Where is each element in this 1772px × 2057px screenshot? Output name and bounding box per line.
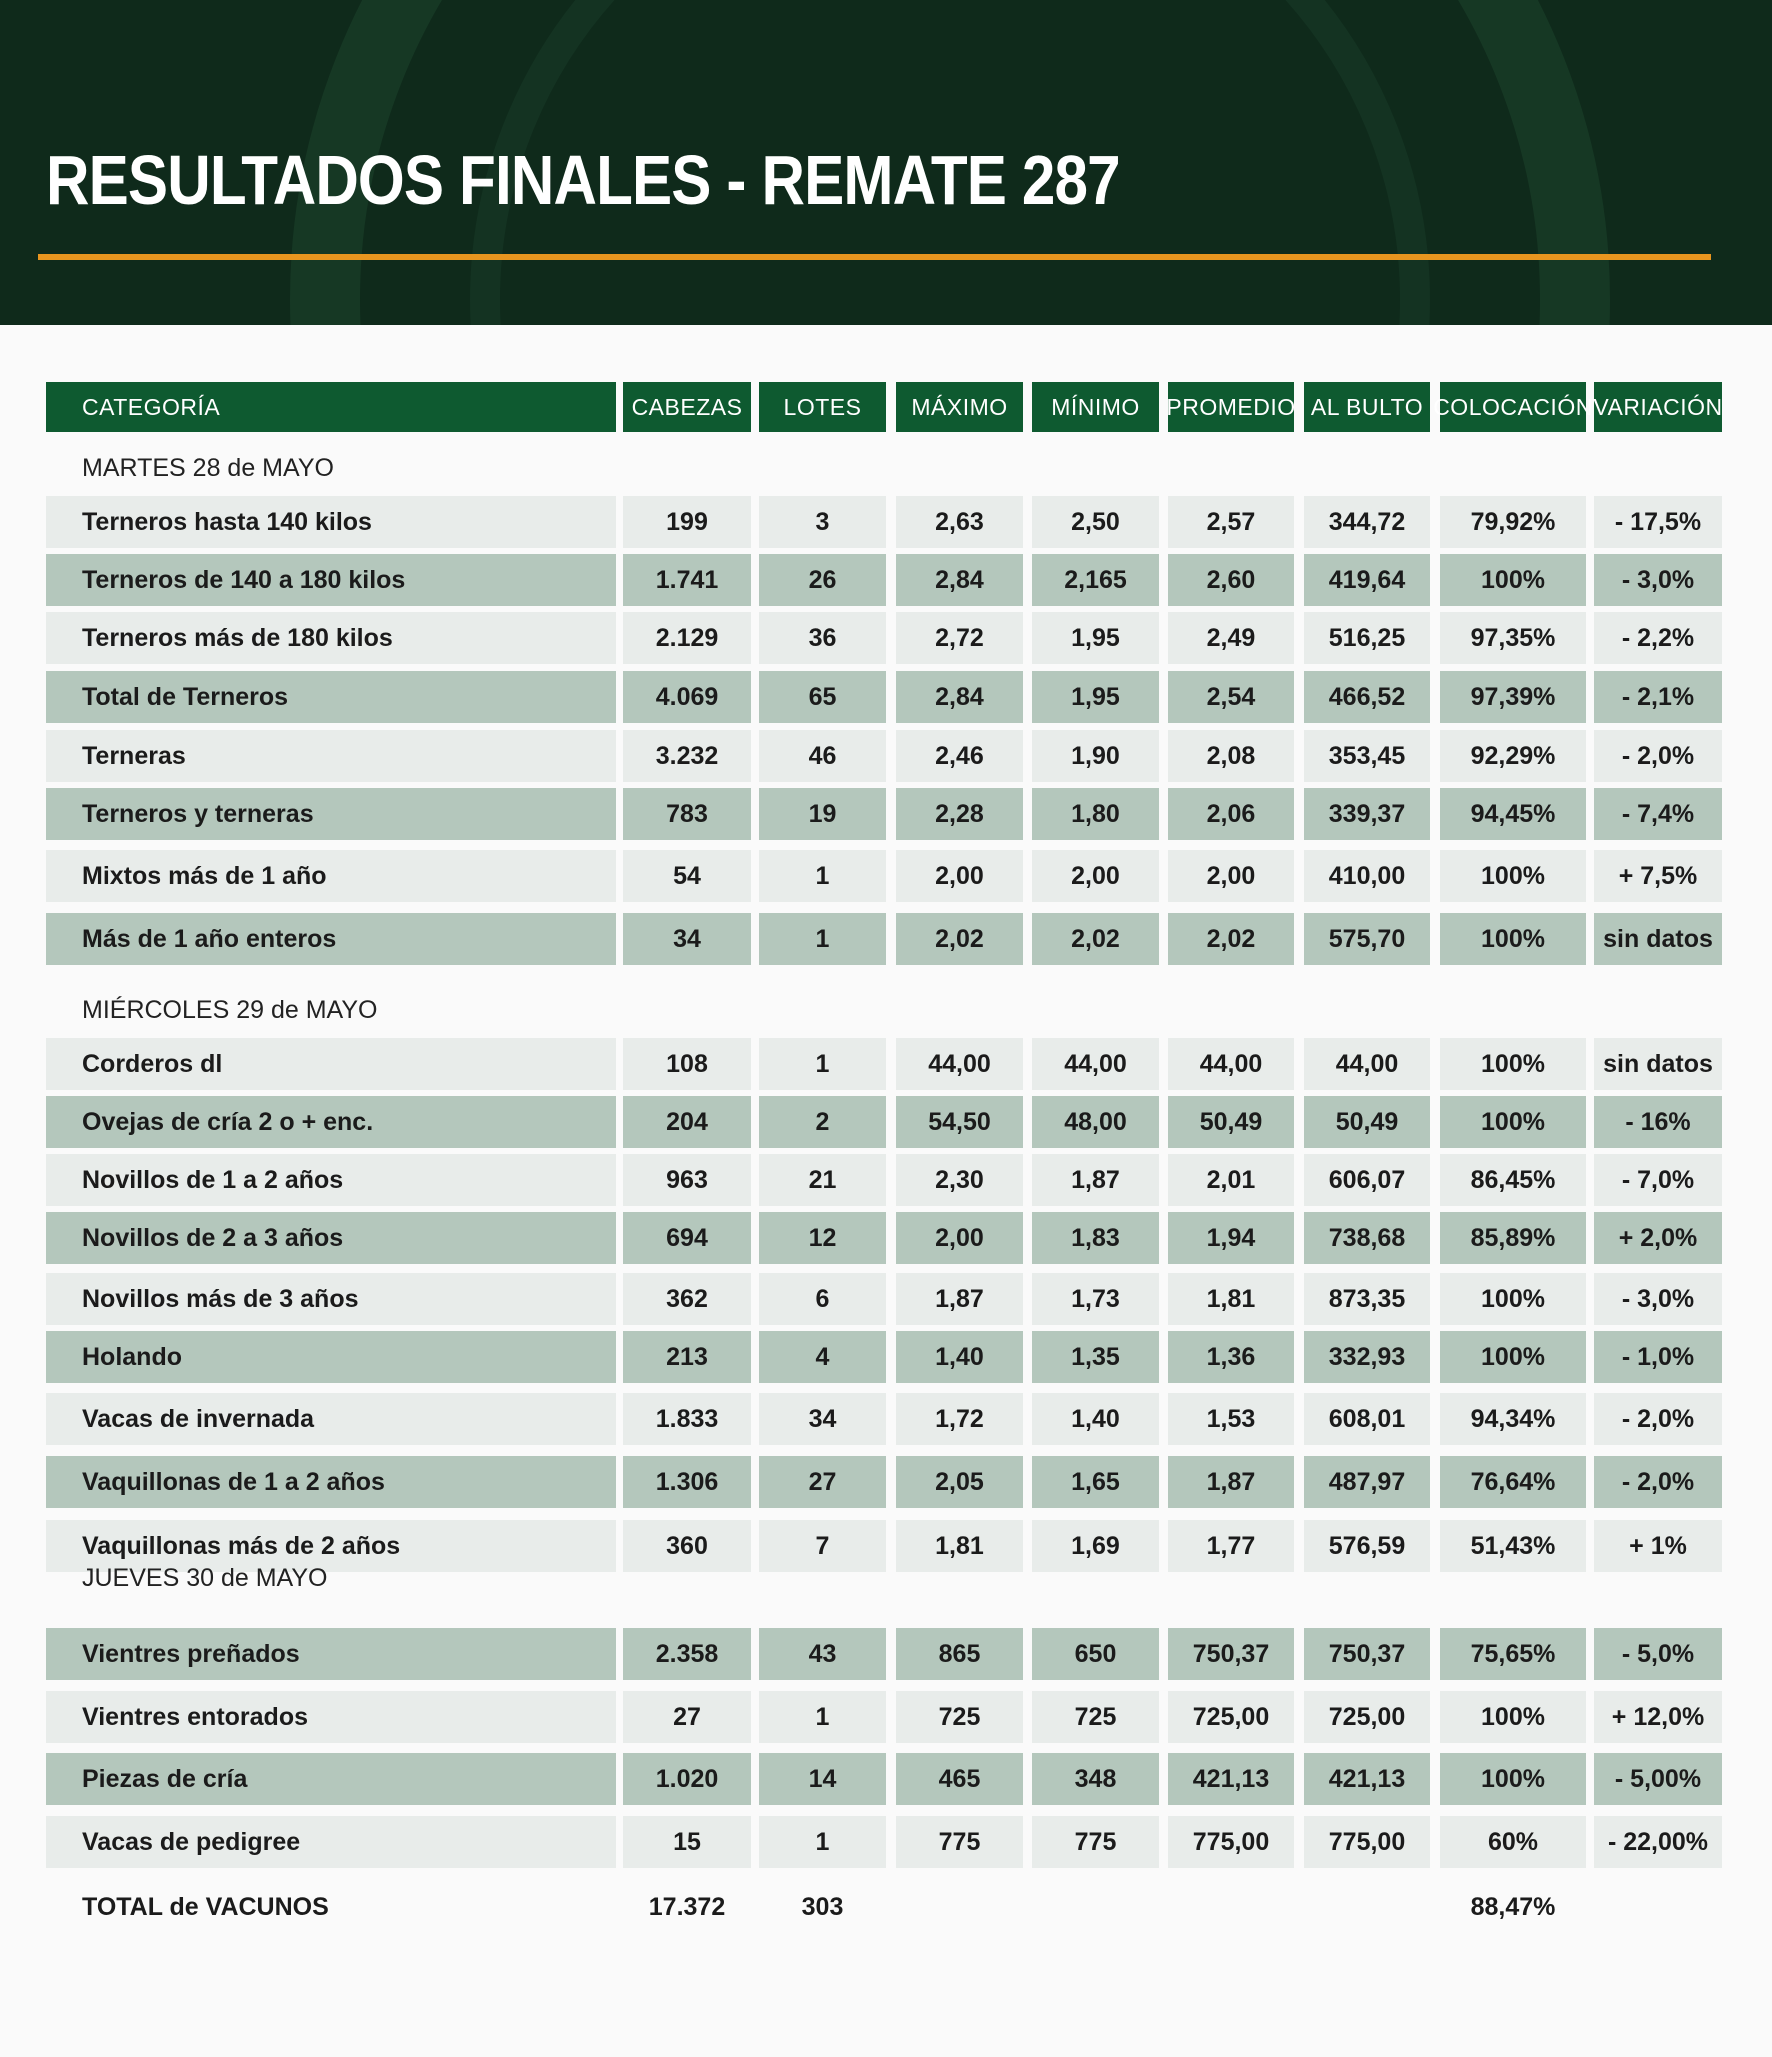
al-bulto-cell: 487,97	[1304, 1456, 1430, 1508]
total-label: TOTAL de VACUNOS	[82, 1892, 329, 1921]
minimo-cell: 1,83	[1032, 1212, 1159, 1264]
colocacion-cell: 100%	[1440, 1753, 1586, 1805]
variacion-cell: + 2,0%	[1594, 1212, 1722, 1264]
minimo-cell: 1,69	[1032, 1520, 1159, 1572]
categoria-cell: Más de 1 año enteros	[46, 913, 616, 965]
minimo-cell: 725	[1032, 1691, 1159, 1743]
al-bulto-cell: 738,68	[1304, 1212, 1430, 1264]
lotes-cell: 1	[759, 1691, 886, 1743]
table-row	[46, 1753, 1722, 1805]
total-row	[46, 1882, 1722, 1932]
table-row	[46, 554, 1722, 606]
table-row	[46, 730, 1722, 782]
categoria-cell: Total de Terneros	[46, 671, 616, 723]
al-bulto-cell: 421,13	[1304, 1753, 1430, 1805]
cabezas-cell: 34	[623, 913, 751, 965]
promedio-cell: 1,36	[1168, 1331, 1294, 1383]
promedio-cell: 750,37	[1168, 1628, 1294, 1680]
table-row	[46, 788, 1722, 840]
categoria-cell: Vientres preñados	[46, 1628, 616, 1680]
colocacion-cell: 97,35%	[1440, 612, 1586, 664]
lotes-cell: 6	[759, 1273, 886, 1325]
colocacion-cell: 100%	[1440, 1096, 1586, 1148]
cabezas-cell: 362	[623, 1273, 751, 1325]
al-bulto-cell: 466,52	[1304, 671, 1430, 723]
promedio-cell: 2,06	[1168, 788, 1294, 840]
variacion-cell: - 3,0%	[1594, 1273, 1722, 1325]
colocacion-cell: 86,45%	[1440, 1154, 1586, 1206]
lotes-cell: 46	[759, 730, 886, 782]
promedio-cell: 2,01	[1168, 1154, 1294, 1206]
cabezas-cell: 1.020	[623, 1753, 751, 1805]
total-lotes: 303	[801, 1892, 844, 1921]
minimo-cell: 2,00	[1032, 850, 1159, 902]
lotes-cell: 27	[759, 1456, 886, 1508]
al-bulto-cell: 339,37	[1304, 788, 1430, 840]
variacion-cell: - 2,2%	[1594, 612, 1722, 664]
colocacion-cell: 79,92%	[1440, 496, 1586, 548]
maximo-cell: 1,87	[896, 1273, 1023, 1325]
variacion-cell: - 7,0%	[1594, 1154, 1722, 1206]
table-row	[46, 1212, 1722, 1264]
promedio-cell: 1,81	[1168, 1273, 1294, 1325]
maximo-cell: 725	[896, 1691, 1023, 1743]
column-header-al-bulto: AL BULTO	[1304, 382, 1430, 432]
promedio-cell: 2,60	[1168, 554, 1294, 606]
al-bulto-cell: 575,70	[1304, 913, 1430, 965]
variacion-cell: - 5,00%	[1594, 1753, 1722, 1805]
minimo-cell: 348	[1032, 1753, 1159, 1805]
cabezas-cell: 783	[623, 788, 751, 840]
cabezas-cell: 2.129	[623, 612, 751, 664]
promedio-cell: 725,00	[1168, 1691, 1294, 1743]
variacion-cell: - 2,1%	[1594, 671, 1722, 723]
lotes-cell: 3	[759, 496, 886, 548]
variacion-cell: - 2,0%	[1594, 1393, 1722, 1445]
lotes-cell: 21	[759, 1154, 886, 1206]
colocacion-cell: 100%	[1440, 913, 1586, 965]
cabezas-cell: 27	[623, 1691, 751, 1743]
column-header-promedio: PROMEDIO	[1168, 382, 1294, 432]
minimo-cell: 1,90	[1032, 730, 1159, 782]
categoria-cell: Vacas de pedigree	[46, 1816, 616, 1868]
categoria-cell: Vaquillonas más de 2 años	[46, 1520, 616, 1572]
table-row	[46, 1273, 1722, 1325]
al-bulto-cell: 873,35	[1304, 1273, 1430, 1325]
table-row	[46, 671, 1722, 723]
minimo-cell: 1,95	[1032, 612, 1159, 664]
maximo-cell: 865	[896, 1628, 1023, 1680]
cabezas-cell: 1.306	[623, 1456, 751, 1508]
colocacion-cell: 97,39%	[1440, 671, 1586, 723]
table-row	[46, 1393, 1722, 1445]
variacion-cell: + 12,0%	[1594, 1691, 1722, 1743]
table-row	[46, 1628, 1722, 1680]
colocacion-cell: 100%	[1440, 554, 1586, 606]
lotes-cell: 7	[759, 1520, 886, 1572]
lotes-cell: 19	[759, 788, 886, 840]
categoria-cell: Terneros y terneras	[46, 788, 616, 840]
variacion-cell: - 17,5%	[1594, 496, 1722, 548]
cabezas-cell: 4.069	[623, 671, 751, 723]
colocacion-cell: 100%	[1440, 1331, 1586, 1383]
maximo-cell: 2,63	[896, 496, 1023, 548]
variacion-cell: - 22,00%	[1594, 1816, 1722, 1868]
table-row	[46, 1331, 1722, 1383]
lotes-cell: 1	[759, 1816, 886, 1868]
maximo-cell: 2,46	[896, 730, 1023, 782]
categoria-cell: Holando	[46, 1331, 616, 1383]
categoria-cell: Vientres entorados	[46, 1691, 616, 1743]
cabezas-cell: 54	[623, 850, 751, 902]
table-row	[46, 1691, 1722, 1743]
table-row	[46, 1154, 1722, 1206]
colocacion-cell: 85,89%	[1440, 1212, 1586, 1264]
variacion-cell: - 2,0%	[1594, 730, 1722, 782]
cabezas-cell: 204	[623, 1096, 751, 1148]
maximo-cell: 1,40	[896, 1331, 1023, 1383]
table-row	[46, 1096, 1722, 1148]
maximo-cell: 2,72	[896, 612, 1023, 664]
minimo-cell: 1,65	[1032, 1456, 1159, 1508]
categoria-cell: Terneras	[46, 730, 616, 782]
lotes-cell: 1	[759, 913, 886, 965]
colocacion-cell: 60%	[1440, 1816, 1586, 1868]
maximo-cell: 44,00	[896, 1038, 1023, 1090]
minimo-cell: 1,87	[1032, 1154, 1159, 1206]
variacion-cell: + 1%	[1594, 1520, 1722, 1572]
colocacion-cell: 100%	[1440, 1038, 1586, 1090]
categoria-cell: Ovejas de cría 2 o + enc.	[46, 1096, 616, 1148]
promedio-cell: 2,49	[1168, 612, 1294, 664]
variacion-cell: - 16%	[1594, 1096, 1722, 1148]
promedio-cell: 2,02	[1168, 913, 1294, 965]
al-bulto-cell: 410,00	[1304, 850, 1430, 902]
minimo-cell: 1,73	[1032, 1273, 1159, 1325]
maximo-cell: 775	[896, 1816, 1023, 1868]
lotes-cell: 36	[759, 612, 886, 664]
column-header-colocacion: COLOCACIÓN	[1440, 382, 1586, 432]
promedio-cell: 2,57	[1168, 496, 1294, 548]
cabezas-cell: 1.741	[623, 554, 751, 606]
promedio-cell: 775,00	[1168, 1816, 1294, 1868]
table-row	[46, 496, 1722, 548]
variacion-cell: sin datos	[1594, 913, 1722, 965]
promedio-cell: 1,77	[1168, 1520, 1294, 1572]
colocacion-cell: 100%	[1440, 1273, 1586, 1325]
variacion-cell: - 3,0%	[1594, 554, 1722, 606]
promedio-cell: 1,94	[1168, 1212, 1294, 1264]
lotes-cell: 26	[759, 554, 886, 606]
cabezas-cell: 963	[623, 1154, 751, 1206]
lotes-cell: 1	[759, 850, 886, 902]
categoria-cell: Vaquillonas de 1 a 2 años	[46, 1456, 616, 1508]
total-cabezas: 17.372	[648, 1892, 726, 1921]
colocacion-cell: 75,65%	[1440, 1628, 1586, 1680]
promedio-cell: 50,49	[1168, 1096, 1294, 1148]
page-header	[0, 0, 1772, 325]
promedio-cell: 1,53	[1168, 1393, 1294, 1445]
table-row	[46, 1816, 1722, 1868]
colocacion-cell: 94,34%	[1440, 1393, 1586, 1445]
categoria-cell: Piezas de cría	[46, 1753, 616, 1805]
al-bulto-cell: 50,49	[1304, 1096, 1430, 1148]
maximo-cell: 2,00	[896, 850, 1023, 902]
cabezas-cell: 360	[623, 1520, 751, 1572]
minimo-cell: 2,02	[1032, 913, 1159, 965]
al-bulto-cell: 725,00	[1304, 1691, 1430, 1743]
maximo-cell: 2,28	[896, 788, 1023, 840]
categoria-cell: Vacas de invernada	[46, 1393, 616, 1445]
cabezas-cell: 694	[623, 1212, 751, 1264]
column-header-maximo: MÁXIMO	[896, 382, 1023, 432]
maximo-cell: 2,84	[896, 671, 1023, 723]
cabezas-cell: 3.232	[623, 730, 751, 782]
column-header-cabezas: CABEZAS	[623, 382, 751, 432]
table-header-row	[46, 382, 1722, 432]
al-bulto-cell: 750,37	[1304, 1628, 1430, 1680]
page-title: RESULTADOS FINALES - REMATE 287	[46, 141, 1120, 219]
variacion-cell: - 5,0%	[1594, 1628, 1722, 1680]
minimo-cell: 1,95	[1032, 671, 1159, 723]
table-row	[46, 1038, 1722, 1090]
maximo-cell: 2,00	[896, 1212, 1023, 1264]
maximo-cell: 2,02	[896, 913, 1023, 965]
categoria-cell: Mixtos más de 1 año	[46, 850, 616, 902]
column-header-lotes: LOTES	[759, 382, 886, 432]
promedio-cell: 2,00	[1168, 850, 1294, 902]
al-bulto-cell: 775,00	[1304, 1816, 1430, 1868]
variacion-cell: - 7,4%	[1594, 788, 1722, 840]
minimo-cell: 44,00	[1032, 1038, 1159, 1090]
promedio-cell: 2,54	[1168, 671, 1294, 723]
lotes-cell: 2	[759, 1096, 886, 1148]
maximo-cell: 1,81	[896, 1520, 1023, 1572]
categoria-cell: Terneros hasta 140 kilos	[46, 496, 616, 548]
al-bulto-cell: 419,64	[1304, 554, 1430, 606]
colocacion-cell: 51,43%	[1440, 1520, 1586, 1572]
colocacion-cell: 100%	[1440, 850, 1586, 902]
lotes-cell: 14	[759, 1753, 886, 1805]
section-date-label: JUEVES 30 de MAYO	[82, 1563, 328, 1592]
maximo-cell: 465	[896, 1753, 1023, 1805]
variacion-cell: - 2,0%	[1594, 1456, 1722, 1508]
al-bulto-cell: 344,72	[1304, 496, 1430, 548]
al-bulto-cell: 576,59	[1304, 1520, 1430, 1572]
variacion-cell: + 7,5%	[1594, 850, 1722, 902]
lotes-cell: 12	[759, 1212, 886, 1264]
al-bulto-cell: 608,01	[1304, 1393, 1430, 1445]
colocacion-cell: 76,64%	[1440, 1456, 1586, 1508]
minimo-cell: 2,50	[1032, 496, 1159, 548]
cabezas-cell: 1.833	[623, 1393, 751, 1445]
al-bulto-cell: 516,25	[1304, 612, 1430, 664]
maximo-cell: 2,84	[896, 554, 1023, 606]
cabezas-cell: 199	[623, 496, 751, 548]
maximo-cell: 1,72	[896, 1393, 1023, 1445]
promedio-cell: 421,13	[1168, 1753, 1294, 1805]
cabezas-cell: 2.358	[623, 1628, 751, 1680]
total-colocacion: 88,47%	[1470, 1892, 1556, 1921]
minimo-cell: 775	[1032, 1816, 1159, 1868]
al-bulto-cell: 606,07	[1304, 1154, 1430, 1206]
minimo-cell: 2,165	[1032, 554, 1159, 606]
table-row	[46, 913, 1722, 965]
table-row	[46, 850, 1722, 902]
section-date-label: MIÉRCOLES 29 de MAYO	[82, 995, 378, 1024]
title-underline	[38, 254, 1711, 260]
variacion-cell: sin datos	[1594, 1038, 1722, 1090]
minimo-cell: 1,40	[1032, 1393, 1159, 1445]
promedio-cell: 2,08	[1168, 730, 1294, 782]
minimo-cell: 1,80	[1032, 788, 1159, 840]
lotes-cell: 34	[759, 1393, 886, 1445]
promedio-cell: 1,87	[1168, 1456, 1294, 1508]
lotes-cell: 43	[759, 1628, 886, 1680]
categoria-cell: Terneros de 140 a 180 kilos	[46, 554, 616, 606]
table-row	[46, 1456, 1722, 1508]
categoria-cell: Corderos dl	[46, 1038, 616, 1090]
minimo-cell: 650	[1032, 1628, 1159, 1680]
maximo-cell: 2,05	[896, 1456, 1023, 1508]
table-row	[46, 612, 1722, 664]
colocacion-cell: 100%	[1440, 1691, 1586, 1743]
categoria-cell: Novillos más de 3 años	[46, 1273, 616, 1325]
section-date-label: MARTES 28 de MAYO	[82, 453, 334, 482]
al-bulto-cell: 332,93	[1304, 1331, 1430, 1383]
lotes-cell: 4	[759, 1331, 886, 1383]
minimo-cell: 1,35	[1032, 1331, 1159, 1383]
column-header-categoria: CATEGORÍA	[46, 382, 616, 432]
promedio-cell: 44,00	[1168, 1038, 1294, 1090]
al-bulto-cell: 353,45	[1304, 730, 1430, 782]
colocacion-cell: 94,45%	[1440, 788, 1586, 840]
cabezas-cell: 108	[623, 1038, 751, 1090]
maximo-cell: 54,50	[896, 1096, 1023, 1148]
variacion-cell: - 1,0%	[1594, 1331, 1722, 1383]
column-header-minimo: MÍNIMO	[1032, 382, 1159, 432]
maximo-cell: 2,30	[896, 1154, 1023, 1206]
column-header-variacion: VARIACIÓN	[1594, 382, 1722, 432]
colocacion-cell: 92,29%	[1440, 730, 1586, 782]
lotes-cell: 1	[759, 1038, 886, 1090]
categoria-cell: Novillos de 1 a 2 años	[46, 1154, 616, 1206]
al-bulto-cell: 44,00	[1304, 1038, 1430, 1090]
lotes-cell: 65	[759, 671, 886, 723]
categoria-cell: Novillos de 2 a 3 años	[46, 1212, 616, 1264]
cabezas-cell: 213	[623, 1331, 751, 1383]
categoria-cell: Terneros más de 180 kilos	[46, 612, 616, 664]
cabezas-cell: 15	[623, 1816, 751, 1868]
minimo-cell: 48,00	[1032, 1096, 1159, 1148]
